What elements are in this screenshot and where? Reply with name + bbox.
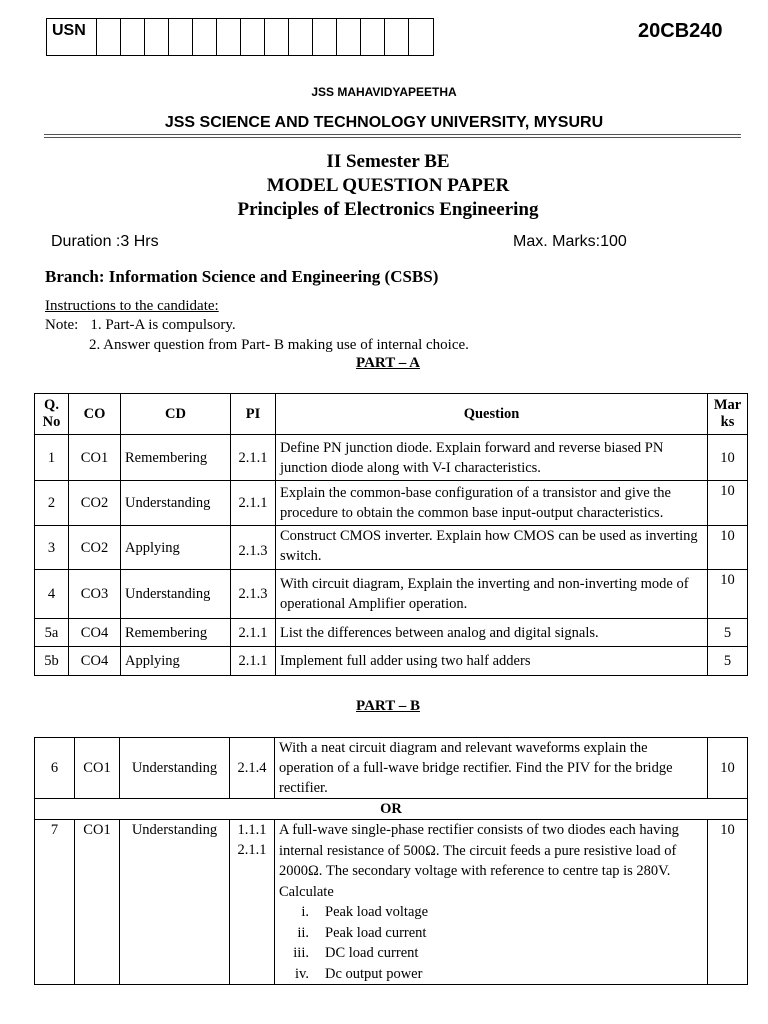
question-cell: Implement full adder using two half adders <box>276 647 708 676</box>
duration: Duration :3 Hrs <box>51 233 159 250</box>
col-header-co: CO <box>69 394 121 435</box>
col-header-question: Question <box>276 394 708 435</box>
cd-cell: Applying <box>121 647 231 676</box>
note-line-1 <box>45 317 236 334</box>
table-row <box>35 619 748 647</box>
co-cell: CO3 <box>69 570 121 619</box>
subpart-text: Dc output power <box>325 965 423 982</box>
or-row <box>35 799 748 820</box>
co-cell: CO2 <box>69 526 121 570</box>
marks-cell: 5 <box>708 619 748 647</box>
question-cell: With circuit diagram, Explain the inverting and non-inverting mode of operational Amplifier operation. <box>276 570 708 619</box>
cd-cell: Understanding <box>121 570 231 619</box>
q-number: 5b <box>35 647 69 676</box>
pi-cell <box>230 820 275 985</box>
subpart <box>279 902 703 923</box>
subpart <box>279 943 703 964</box>
usn-cell <box>97 19 121 55</box>
table-row <box>35 481 748 526</box>
cd-cell: Understanding <box>121 481 231 526</box>
question-cell: Explain the common-base configuration of a transistor and give the procedure to obtain the common base input-output characteristics. <box>276 481 708 526</box>
cd-cell: Remembering <box>121 619 231 647</box>
usn-cell <box>121 19 145 55</box>
col-header-cd: CD <box>121 394 231 435</box>
pi-value: 2.1.1 <box>237 842 267 858</box>
table-row <box>35 435 748 481</box>
organization-name: JSS MAHAVIDYAPEETHA <box>311 85 457 99</box>
question-cell: With a neat circuit diagram and relevant waveforms explain the operation of a full-wave bridge rectifier. Find the PIV for the bridge rectifier. <box>275 738 708 799</box>
semester-title: II Semester BE <box>326 151 450 172</box>
subpart-text: Peak load current <box>325 924 427 941</box>
usn-cell <box>313 19 337 55</box>
co-cell: CO1 <box>75 820 120 985</box>
co-cell: CO1 <box>75 738 120 799</box>
col-header-qno: Q. No <box>35 394 69 435</box>
table-header-row <box>35 394 748 435</box>
q-number: 1 <box>35 435 69 481</box>
question-text: A full-wave single-phase rectifier consists of two diodes each having internal resistance of 500Ω. The circuit feeds a pure resistive load of 2000Ω. The secondary voltage with reference to centre tap is 280V. Calculate <box>279 822 679 900</box>
usn-cell <box>265 19 289 55</box>
marks-cell: 10 <box>708 526 748 570</box>
usn-cell <box>337 19 361 55</box>
question-cell: Construct CMOS inverter. Explain how CMOS can be used as inverting switch. <box>276 526 708 570</box>
marks-cell: 10 <box>708 435 748 481</box>
marks-cell: 10 <box>708 820 748 985</box>
header-rule <box>44 137 741 138</box>
paper-type-title: MODEL QUESTION PAPER <box>266 175 510 196</box>
cd-cell: Remembering <box>121 435 231 481</box>
marks-cell: 10 <box>708 738 748 799</box>
co-cell: CO2 <box>69 481 121 526</box>
q-number: 5a <box>35 619 69 647</box>
subpart-number: iii. <box>293 945 309 961</box>
cd-cell: Understanding <box>120 820 230 985</box>
q-number: 7 <box>35 820 75 985</box>
paper-code: 20CB240 <box>638 20 723 42</box>
part-a-table <box>34 393 748 676</box>
q-number: 2 <box>35 481 69 526</box>
q-number: 6 <box>35 738 75 799</box>
pi-cell: 2.1.3 <box>231 570 276 619</box>
subpart-number: ii. <box>297 924 309 941</box>
cd-cell: Understanding <box>120 738 230 799</box>
co-cell: CO4 <box>69 647 121 676</box>
question-cell <box>275 820 708 985</box>
part-b-table <box>34 737 748 985</box>
marks-cell: 10 <box>708 481 748 526</box>
col-header-marks: Mar ks <box>708 394 748 435</box>
max-marks: Max. Marks:100 <box>513 233 627 250</box>
header-rule <box>44 134 741 135</box>
table-row <box>35 820 748 985</box>
cd-cell: Applying <box>121 526 231 570</box>
usn-cell <box>217 19 241 55</box>
marks-cell: 10 <box>708 570 748 619</box>
note-item-1: 1. Part-A is compulsory. <box>90 317 236 333</box>
usn-cell <box>169 19 193 55</box>
q-number: 4 <box>35 570 69 619</box>
marks-cell: 5 <box>708 647 748 676</box>
pi-cell: 2.1.1 <box>231 435 276 481</box>
subpart <box>279 923 703 944</box>
pi-cell: 2.1.1 <box>231 619 276 647</box>
question-cell: List the differences between analog and digital signals. <box>276 619 708 647</box>
part-a-title: PART – A <box>356 355 420 371</box>
table-row <box>35 738 748 799</box>
or-label: OR <box>35 799 748 820</box>
subpart-text: DC load current <box>325 945 419 961</box>
q-number: 3 <box>35 526 69 570</box>
subpart-text: Peak load voltage <box>325 904 429 920</box>
table-row <box>35 526 748 570</box>
subpart <box>279 964 703 985</box>
usn-cell <box>361 19 385 55</box>
pi-cell: 2.1.3 <box>231 526 276 570</box>
col-header-pi: PI <box>231 394 276 435</box>
pi-value: 1.1.1 <box>237 822 267 838</box>
part-b-title: PART – B <box>356 698 420 714</box>
pi-cell: 2.1.4 <box>230 738 275 799</box>
usn-cell <box>409 19 433 55</box>
table-row <box>35 570 748 619</box>
question-cell: Define PN junction diode. Explain forward and reverse biased PN junction diode along with V-I characteristics. <box>276 435 708 481</box>
subpart-number: i. <box>301 904 309 920</box>
branch: Branch: Information Science and Engineering (CSBS) <box>45 267 439 286</box>
usn-cell <box>193 19 217 55</box>
usn-box <box>46 18 434 56</box>
note-item-2: 2. Answer question from Part- B making use of internal choice. <box>89 337 469 353</box>
usn-cell <box>241 19 265 55</box>
pi-cell: 2.1.1 <box>231 647 276 676</box>
subpart-number: iv. <box>295 965 309 982</box>
note-label: Note: <box>45 317 79 333</box>
subject-title: Principles of Electronics Engineering <box>237 199 539 220</box>
co-cell: CO4 <box>69 619 121 647</box>
instructions-heading: Instructions to the candidate: <box>45 298 219 314</box>
co-cell: CO1 <box>69 435 121 481</box>
usn-cell <box>289 19 313 55</box>
usn-cell <box>145 19 169 55</box>
pi-cell: 2.1.1 <box>231 481 276 526</box>
usn-label: USN <box>47 19 97 55</box>
table-row <box>35 647 748 676</box>
usn-cell <box>385 19 409 55</box>
university-name: JSS SCIENCE AND TECHNOLOGY UNIVERSITY, MYSURU <box>164 114 604 131</box>
